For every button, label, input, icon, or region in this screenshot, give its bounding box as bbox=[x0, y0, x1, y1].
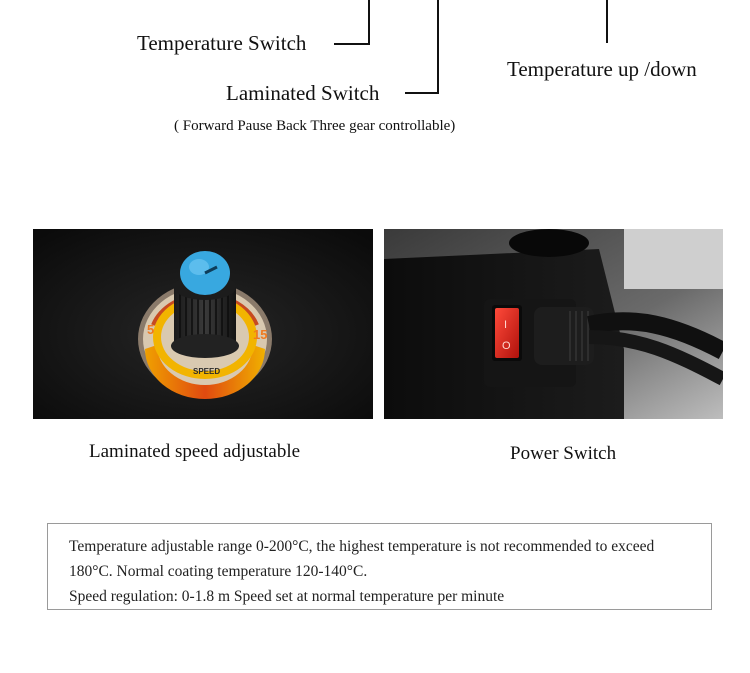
temperature-switch-leader-h bbox=[334, 43, 370, 45]
laminated-switch-leader-h bbox=[405, 92, 439, 94]
speed-knob-photo bbox=[33, 229, 373, 419]
speed-knob-caption: Laminated speed adjustable bbox=[89, 441, 301, 462]
switch-on-mark: I bbox=[504, 319, 508, 331]
temperature-updown-label: Temperature up /down bbox=[507, 57, 697, 81]
speed-knob-illustration bbox=[33, 229, 373, 419]
power-switch-caption: Power Switch bbox=[510, 443, 617, 464]
power-switch-illustration bbox=[384, 229, 723, 419]
spec-temperature-text: Temperature adjustable range 0-200°C, the highest temperature is not recommended to exceed 180°C. Normal coating temperature 120-140°C. bbox=[69, 538, 655, 580]
specification-box bbox=[47, 523, 712, 610]
dial-label-left: 5 bbox=[147, 322, 155, 337]
switch-off-mark: O bbox=[502, 340, 511, 352]
power-switch-photo bbox=[384, 229, 723, 419]
dial-label-right: 15 bbox=[253, 327, 268, 342]
temperature-updown-leader-v bbox=[606, 0, 608, 43]
spec-speed-text: Speed regulation: 0-1.8 m Speed set at normal temperature per minute bbox=[69, 588, 505, 605]
temperature-switch-leader-v bbox=[368, 0, 370, 45]
temperature-switch-label: Temperature Switch bbox=[137, 31, 307, 55]
laminated-switch-note: ( Forward Pause Back Three gear controllable) bbox=[174, 118, 456, 134]
laminated-switch-leader-v bbox=[437, 0, 439, 94]
dial-label-bottom: SPEED bbox=[193, 367, 221, 376]
laminated-switch-label: Laminated Switch bbox=[226, 81, 380, 105]
